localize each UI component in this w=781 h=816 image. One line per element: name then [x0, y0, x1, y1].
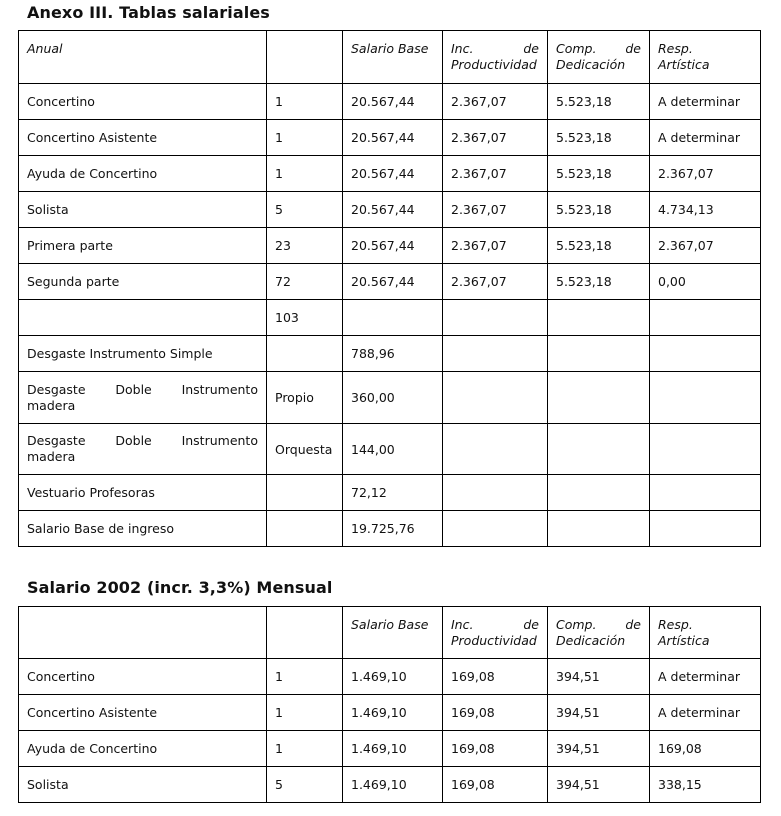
dedication-cell: 5.523,18	[548, 156, 650, 192]
header-base-salary: Salario Base	[343, 607, 443, 659]
header-productivity-word: de	[523, 41, 539, 56]
category-cell	[19, 424, 267, 475]
artistic-cell: A determinar	[650, 84, 761, 120]
artistic-cell: 2.367,07	[650, 156, 761, 192]
dedication-cell: 394,51	[548, 767, 650, 803]
count-cell: 1	[267, 84, 343, 120]
annex-title: Anexo III. Tablas salariales	[27, 3, 270, 22]
dedication-cell: 394,51	[548, 695, 650, 731]
empty-cell	[650, 336, 761, 372]
total-count-cell: 103	[267, 300, 343, 336]
base-salary-cell: 20.567,44	[343, 84, 443, 120]
base-salary-cell: 788,96	[343, 336, 443, 372]
empty-cell	[548, 372, 650, 424]
category-cell: Concertino	[19, 84, 267, 120]
count-cell: 5	[267, 767, 343, 803]
header-dedication-word: Dedicación	[556, 57, 626, 72]
base-salary-cell: 20.567,44	[343, 120, 443, 156]
artistic-cell: 169,08	[650, 731, 761, 767]
base-salary-cell: 19.725,76	[343, 511, 443, 547]
table-row	[19, 264, 761, 300]
header-productivity-word: Productividad	[451, 633, 537, 648]
category-word: madera	[27, 397, 76, 413]
count-cell: 72	[267, 264, 343, 300]
type-cell: Propio	[267, 372, 343, 424]
empty-cell	[548, 511, 650, 547]
table-header-row	[19, 31, 761, 84]
category-word: madera	[27, 449, 76, 464]
header-dedication-word: Comp.	[556, 41, 597, 56]
header-artistic-word: Resp.	[658, 617, 693, 632]
header-annual: Anual	[19, 31, 267, 84]
header-productivity-word: Inc.	[451, 617, 474, 632]
productivity-cell: 2.367,07	[443, 264, 548, 300]
base-salary-cell: 360,00	[343, 372, 443, 424]
category-cell	[19, 300, 267, 336]
monthly-salary-table	[18, 606, 761, 803]
dedication-cell: 5.523,18	[548, 120, 650, 156]
empty-cell	[548, 336, 650, 372]
productivity-cell: 169,08	[443, 659, 548, 695]
header-dedication-word: Comp.	[556, 617, 597, 632]
category-word: Instrumento	[181, 433, 258, 448]
empty-cell	[443, 424, 548, 475]
empty-cell	[343, 300, 443, 336]
category-cell: Concertino Asistente	[19, 120, 267, 156]
count-cell	[267, 475, 343, 511]
base-salary-cell: 1.469,10	[343, 695, 443, 731]
header-dedication-word: Dedicación	[556, 633, 626, 648]
header-dedication	[548, 607, 650, 659]
header-count	[267, 31, 343, 84]
category-cell: Desgaste Instrumento Simple	[19, 336, 267, 372]
table-row	[19, 511, 761, 547]
category-word: Desgaste	[27, 381, 86, 397]
header-dedication-word: de	[625, 41, 641, 56]
header-artistic	[650, 607, 761, 659]
header-productivity	[443, 607, 548, 659]
productivity-cell: 2.367,07	[443, 228, 548, 264]
category-cell: Solista	[19, 767, 267, 803]
header-artistic-word: Resp.	[658, 41, 693, 56]
productivity-cell: 2.367,07	[443, 84, 548, 120]
empty-cell	[650, 300, 761, 336]
annual-salary-table	[18, 30, 761, 547]
count-cell: 1	[267, 659, 343, 695]
empty-cell	[443, 300, 548, 336]
salary-2002-title: Salario 2002 (incr. 3,3%) Mensual	[27, 578, 333, 597]
table-row	[19, 192, 761, 228]
category-cell: Ayuda de Concertino	[19, 731, 267, 767]
productivity-cell: 169,08	[443, 767, 548, 803]
table-row	[19, 372, 761, 424]
header-category	[19, 607, 267, 659]
empty-cell	[650, 475, 761, 511]
category-cell: Primera parte	[19, 228, 267, 264]
header-count	[267, 607, 343, 659]
table-header-row	[19, 607, 761, 659]
category-word: Instrumento	[181, 381, 258, 397]
table-row	[19, 156, 761, 192]
artistic-cell: 4.734,13	[650, 192, 761, 228]
artistic-cell: 2.367,07	[650, 228, 761, 264]
table-row	[19, 228, 761, 264]
category-cell: Vestuario Profesoras	[19, 475, 267, 511]
count-cell: 1	[267, 156, 343, 192]
table-row	[19, 695, 761, 731]
artistic-cell: A determinar	[650, 120, 761, 156]
header-productivity-word: de	[523, 617, 539, 632]
base-salary-cell: 1.469,10	[343, 659, 443, 695]
table-row	[19, 659, 761, 695]
empty-cell	[650, 372, 761, 424]
category-cell: Concertino Asistente	[19, 695, 267, 731]
base-salary-cell: 20.567,44	[343, 192, 443, 228]
category-cell: Ayuda de Concertino	[19, 156, 267, 192]
dedication-cell: 5.523,18	[548, 84, 650, 120]
dedication-cell: 394,51	[548, 731, 650, 767]
count-cell	[267, 336, 343, 372]
table-row	[19, 731, 761, 767]
count-cell	[267, 511, 343, 547]
category-cell: Solista	[19, 192, 267, 228]
header-productivity-word: Productividad	[451, 57, 537, 72]
artistic-cell: A determinar	[650, 659, 761, 695]
category-cell: Salario Base de ingreso	[19, 511, 267, 547]
type-cell: Orquesta	[267, 424, 343, 475]
base-salary-cell: 20.567,44	[343, 228, 443, 264]
table-row	[19, 767, 761, 803]
empty-cell	[443, 511, 548, 547]
empty-cell	[548, 475, 650, 511]
artistic-cell: 0,00	[650, 264, 761, 300]
header-productivity	[443, 31, 548, 84]
dedication-cell: 5.523,18	[548, 228, 650, 264]
artistic-cell: A determinar	[650, 695, 761, 731]
count-cell: 1	[267, 731, 343, 767]
productivity-cell: 2.367,07	[443, 120, 548, 156]
category-cell: Concertino	[19, 659, 267, 695]
empty-cell	[650, 424, 761, 475]
category-cell	[19, 372, 267, 424]
count-cell: 23	[267, 228, 343, 264]
category-cell: Segunda parte	[19, 264, 267, 300]
dedication-cell: 5.523,18	[548, 264, 650, 300]
empty-cell	[548, 424, 650, 475]
total-row	[19, 300, 761, 336]
dedication-cell: 5.523,18	[548, 192, 650, 228]
count-cell: 1	[267, 120, 343, 156]
table-row	[19, 84, 761, 120]
base-salary-cell: 20.567,44	[343, 264, 443, 300]
table-row	[19, 336, 761, 372]
header-base-salary: Salario Base	[343, 31, 443, 84]
header-artistic-word: Artística	[658, 633, 710, 648]
empty-cell	[650, 511, 761, 547]
productivity-cell: 169,08	[443, 695, 548, 731]
header-productivity-word: Inc.	[451, 41, 474, 56]
base-salary-cell: 20.567,44	[343, 156, 443, 192]
category-word: Doble	[115, 433, 152, 448]
count-cell: 1	[267, 695, 343, 731]
table-row	[19, 424, 761, 475]
header-dedication	[548, 31, 650, 84]
empty-cell	[443, 372, 548, 424]
empty-cell	[548, 300, 650, 336]
category-word: Desgaste	[27, 433, 86, 448]
table-row	[19, 475, 761, 511]
artistic-cell: 338,15	[650, 767, 761, 803]
header-dedication-word: de	[625, 617, 641, 632]
productivity-cell: 2.367,07	[443, 156, 548, 192]
category-word: Doble	[115, 381, 152, 397]
base-salary-cell: 72,12	[343, 475, 443, 511]
productivity-cell: 2.367,07	[443, 192, 548, 228]
base-salary-cell: 1.469,10	[343, 731, 443, 767]
base-salary-cell: 144,00	[343, 424, 443, 475]
table-row	[19, 120, 761, 156]
header-artistic-word: Artística	[658, 57, 710, 72]
empty-cell	[443, 475, 548, 511]
empty-cell	[443, 336, 548, 372]
header-artistic	[650, 31, 761, 84]
count-cell: 5	[267, 192, 343, 228]
base-salary-cell: 1.469,10	[343, 767, 443, 803]
dedication-cell: 394,51	[548, 659, 650, 695]
productivity-cell: 169,08	[443, 731, 548, 767]
